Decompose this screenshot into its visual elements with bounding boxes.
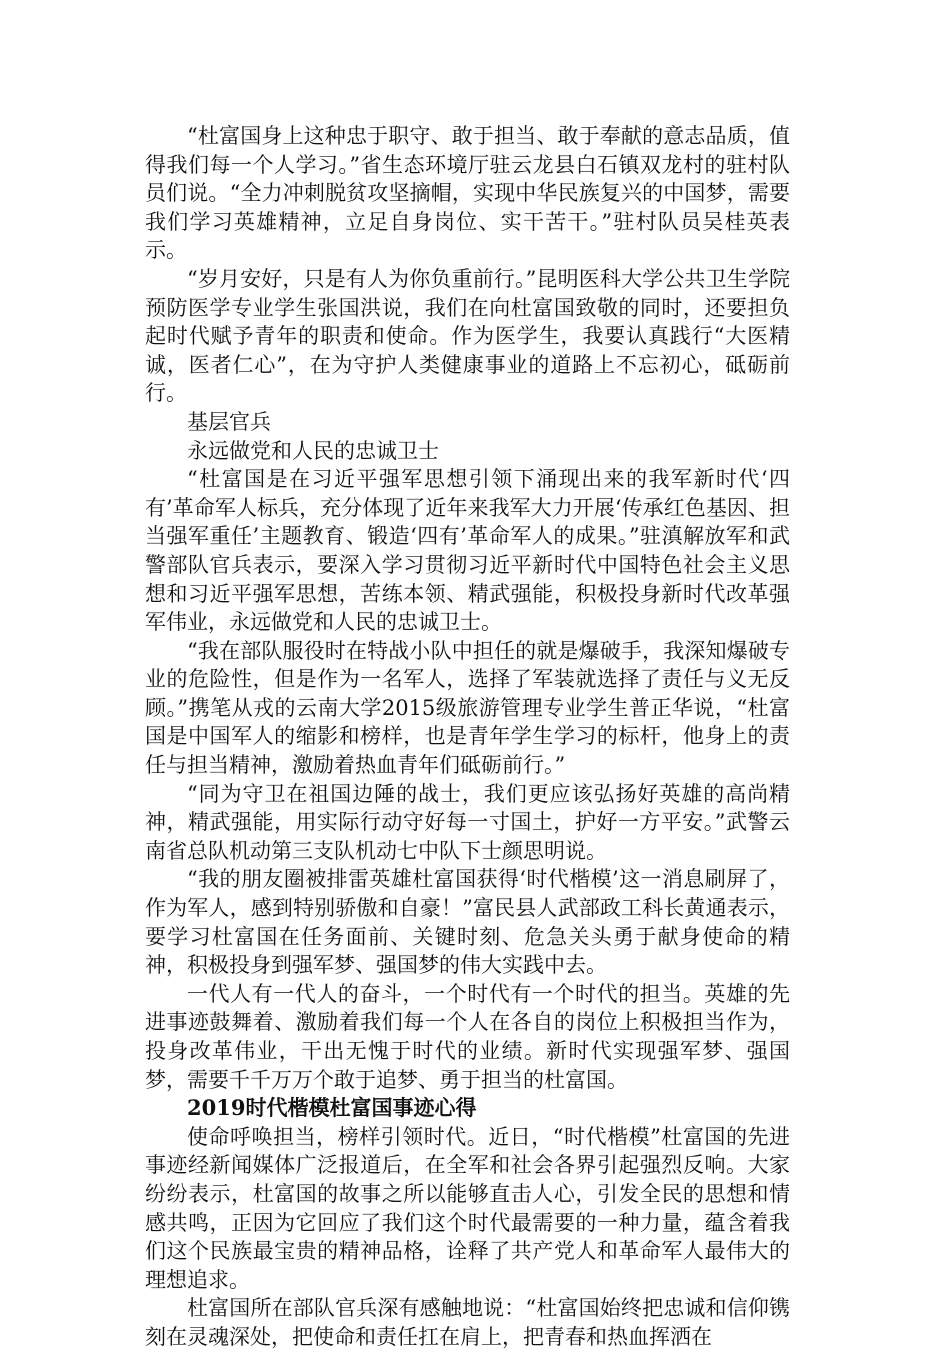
paragraph: “同为守卫在祖国边陲的战士，我们更应该弘扬好英雄的高尚精神，精武强能，用实际行动守好每一寸国土，护好一方平安。”武警云南省总队机动第三支队机动七中队下士颜思明说。 xyxy=(145,781,790,863)
paragraph: “我的朋友圈被排雷英雄杜富国获得‘时代楷模’这一消息刷屏了，作为军人，感到特别骄傲和自豪！”富民县人武部政工科长黄通表示，要学习杜富国在任务面前、关键时刻、危急关头勇于献身使命的精神，积极投身到强军梦、强国梦的伟大实践中去。 xyxy=(145,867,790,978)
paragraph: “杜富国是在习近平强军思想引领下涌现出来的我军新时代‘四有’革命军人标兵，充分体现了近年来我军大力开展‘传承红色基因、担当强军重任’主题教育、锻造‘四有’革命军人的成果。”驻滇解放军和武警部队官兵表示，要深入学习贯彻习近平新时代中国特色社会主义思想和习近平强军思想，苦练本领、精武强能，积极投身新时代改革强军伟业，永远做党和人民的忠诚卫士。 xyxy=(145,467,790,635)
paragraph: 一代人有一代人的奋斗，一个时代有一个时代的担当。英雄的先进事迹鼓舞着、激励着我们每一个人在各自的岗位上积极担当作为，投身改革伟业，干出无愧于时代的业绩。新时代实现强军梦、强国梦，需要千千万万个敢于追梦、勇于担当的杜富国。 xyxy=(145,981,790,1092)
paragraph: 杜富国所在部队官兵深有感触地说：“杜富国始终把忠诚和信仰镌刻在灵魂深处，把使命和责任扛在肩上，把青春和热血挥洒在 xyxy=(145,1296,790,1349)
subheading: 永远做党和人民的忠诚卫士 xyxy=(187,438,439,463)
paragraph: “我在部队服役时在特战小队中担任的就是爆破手，我深知爆破专业的危险性，但是作为一名军人，选择了军装就选择了责任与义无反顾。”携笔从戎的云南大学2015级旅游管理专业学生普正华说，“杜富国是中国军人的缩影和榜样，也是青年学生学习的标杆，他身上的责任与担当精神，激励着热血青年们砥砺前行。” xyxy=(145,638,790,778)
paragraph: “杜富国身上这种忠于职守、敢于担当、敢于奉献的意志品质，值得我们每一个人学习。”省生态环境厅驻云龙县白石镇双龙村的驻村队员们说。“全力冲刺脱贫攻坚摘帽，实现中华民族复兴的中国梦，需要我们学习英雄精神，立足自身岗位、实干苦干。”驻村队员吴桂英表示。 xyxy=(145,124,790,263)
document-body xyxy=(145,122,790,1352)
paragraph: 使命呼唤担当，榜样引领时代。近日，“时代楷模”杜富国的先进事迹经新闻媒体广泛报道后，在全军和社会各界引起强烈反响。大家纷纷表示，杜富国的故事之所以能够直击人心，引发全民的思想和情感共鸣，正因为它回应了我们这个时代最需要的一种力量，蕴含着我们这个民族最宝贵的精神品格，诠释了共产党人和革命军人最伟大的理想追求。 xyxy=(145,1124,790,1292)
paragraph: “岁月安好，只是有人为你负重前行。”昆明医科大学公共卫生学院预防医学专业学生张国洪说，我们在向杜富国致敬的同时，还要担负起时代赋予青年的职责和使命。作为医学生，我要认真践行“大医精诚，医者仁心”，在为守护人类健康事业的道路上不忘初心，砥砺前行。 xyxy=(145,266,790,406)
section-title: 2019时代楷模杜富国事迹心得 xyxy=(187,1095,477,1121)
subheading: 基层官兵 xyxy=(187,409,271,434)
